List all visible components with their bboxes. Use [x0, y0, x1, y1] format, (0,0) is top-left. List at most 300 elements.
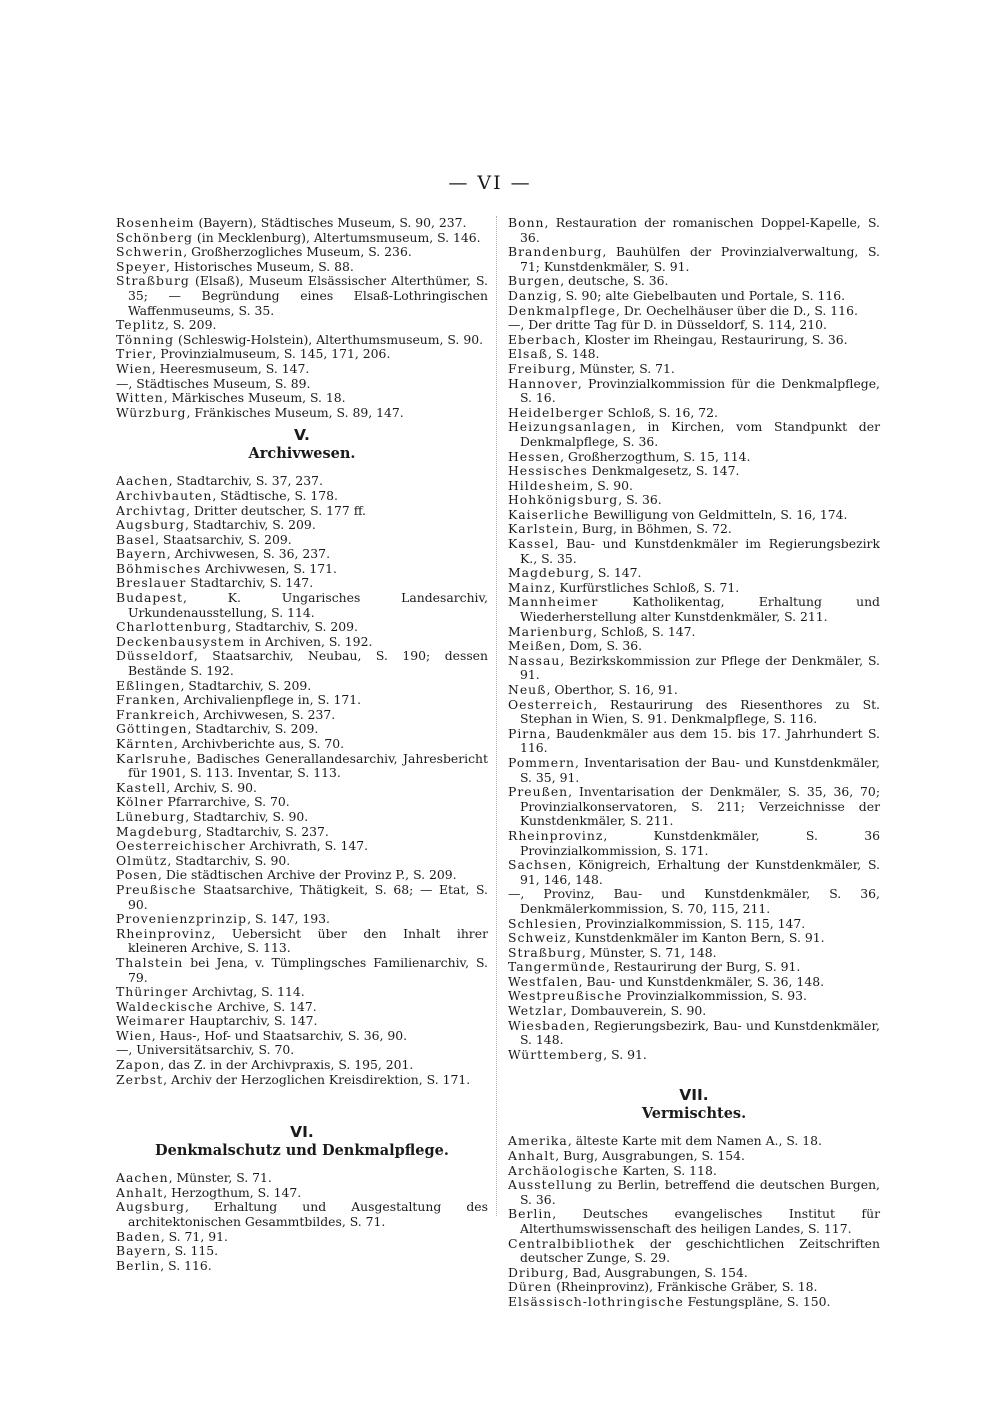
entry-keyword: Wiesbaden	[508, 1017, 586, 1033]
entry-text: , Archivalienpflege in, S. 171.	[175, 692, 362, 708]
entry-keyword: Eberbach	[508, 331, 577, 347]
entry-text: , Restaurirung der Burg, S. 91.	[605, 959, 801, 975]
entry-keyword: Anhalt	[508, 1148, 556, 1164]
entry-text: , Großherzogthum, S. 15, 114.	[560, 448, 751, 464]
index-entry	[116, 1171, 488, 1186]
entry-text: (Elsaß), Museum Elsässischer Alterthümer, S. 35; — Begründung eines Elsaß-Lothringischen Waffenmuseums, S. 35.	[128, 273, 488, 318]
index-entry	[116, 377, 488, 392]
entry-text: , Stadtarchiv, S. 209.	[187, 721, 319, 737]
entry-keyword: Denkmalpflege	[508, 302, 616, 318]
entry-keyword: Heidelberger	[508, 404, 604, 420]
entry-keyword: Württemberg	[508, 1046, 604, 1062]
entry-text: zu Berlin, betreffend die deutschen Burgen, S. 36.	[520, 1177, 880, 1207]
entry-keyword: Karlsruhe	[116, 750, 188, 766]
entry-keyword: Freiburg	[508, 360, 572, 376]
index-entry	[116, 1014, 488, 1029]
entry-text: , Haus-, Hof- und Staatsarchiv, S. 36, 90.	[151, 1027, 408, 1043]
index-entry	[116, 231, 488, 246]
entry-text: Stadtarchiv, S. 147.	[186, 575, 314, 591]
left-column	[116, 216, 488, 1273]
entry-text: , Stadtarchiv, S. 209.	[185, 517, 316, 533]
index-entry	[116, 649, 488, 678]
entry-text: , S. 90.	[589, 477, 633, 493]
index-entry	[508, 785, 880, 829]
index-entry	[508, 581, 880, 596]
index-entry	[116, 956, 488, 985]
index-entry	[508, 1237, 880, 1266]
entry-keyword: Wien	[116, 360, 152, 376]
index-entry	[116, 722, 488, 737]
entry-text: , Oberthor, S. 16, 91.	[546, 682, 678, 697]
entry-keyword: Eßlingen	[116, 677, 181, 693]
entry-keyword: Mannheimer	[508, 594, 599, 610]
index-entry	[508, 1164, 880, 1179]
entry-keyword: Böhmisches	[116, 560, 202, 576]
entry-keyword: Basel	[116, 531, 156, 547]
entry-text: , Märkisches Museum, S. 18.	[163, 390, 346, 406]
entry-text: , S. 71, 91.	[160, 1228, 228, 1244]
entry-keyword: Mainz	[508, 579, 552, 595]
entry-text: der geschichtlichen Zeitschriften deutscher Zunge, S. 29.	[520, 1235, 880, 1266]
index-entry	[116, 1058, 488, 1073]
entry-keyword: Thüringer	[116, 984, 189, 1000]
entry-text: , Bau- und Kunstdenkmäler im Regierungsbezirk K., S. 35.	[520, 536, 880, 566]
index-entry	[508, 377, 880, 406]
index-entry	[508, 595, 880, 624]
section-number: V.	[294, 426, 310, 445]
index-entry	[116, 985, 488, 1000]
entry-keyword: Archivtag	[116, 502, 187, 518]
entry-keyword: Meißen	[508, 638, 562, 654]
entry-keyword: Karlstein	[508, 521, 575, 537]
index-entry	[116, 274, 488, 318]
index-entry	[508, 522, 880, 537]
entry-text: , Archivberichte aus, S. 70.	[173, 736, 345, 751]
index-entry	[508, 946, 880, 961]
index-entry	[116, 1073, 488, 1088]
entry-text: , Archiv, S. 90.	[166, 779, 257, 795]
entry-keyword: Kärnten	[116, 736, 174, 751]
column-divider	[496, 216, 497, 1216]
index-entry	[116, 752, 488, 781]
index-entry	[508, 829, 880, 858]
entry-keyword: Witten	[116, 390, 164, 406]
entry-text: , deutsche, S. 36.	[560, 273, 669, 289]
entry-text: Festungspläne, S. 150.	[683, 1293, 831, 1309]
entry-text: , Bau- und Kunstdenkmäler, S. 36, 148.	[578, 973, 825, 989]
entry-text: , Münster, S. 71, 148.	[581, 944, 717, 960]
index-entry	[508, 508, 880, 523]
index-entry	[116, 1000, 488, 1015]
entry-keyword: Neuß	[508, 682, 547, 697]
entry-text: , Kunstdenkmäler im Kanton Bern, S. 91.	[566, 930, 825, 946]
entry-text: , Staatsarchiv, Neubau, S. 190; dessen Bestände S. 192.	[128, 648, 488, 679]
entry-text: , Bad, Ausgrabungen, S. 154.	[564, 1264, 748, 1280]
index-entry	[116, 1200, 488, 1229]
entry-text: (Rheinprovinz), Fränkische Gräber, S. 18.	[552, 1279, 818, 1295]
entry-text: Provinzialkommission, S. 93.	[622, 988, 807, 1004]
index-entry	[508, 406, 880, 421]
entry-text: , Historisches Museum, S. 88.	[166, 258, 354, 274]
index-entry	[116, 576, 488, 591]
entry-keyword: Kassel	[508, 536, 555, 552]
entry-text: , Stadtarchiv, S. 90.	[185, 808, 309, 824]
entry-keyword: Kastell	[116, 779, 167, 795]
index-entry	[116, 693, 488, 708]
entry-text: , Kurfürstliches Schloß, S. 71.	[551, 579, 740, 595]
entry-text: Hauptarchiv, S. 147.	[185, 1013, 318, 1029]
entry-keyword: Oesterreich	[508, 696, 594, 712]
entry-keyword: Berlin	[508, 1206, 553, 1222]
entry-keyword: Pommern	[508, 754, 576, 770]
entry-text: , Stadtarchiv, S. 90.	[167, 852, 291, 868]
entry-text: , Erhaltung und Ausgestaltung des architektonischen Gesammtbildes, S. 71.	[128, 1199, 488, 1230]
page-number: — VI —	[448, 172, 532, 194]
entry-text: Denkmalgesetz, S. 147.	[587, 463, 740, 479]
entry-keyword: Driburg	[508, 1264, 565, 1280]
entry-text: , Staatsarchiv, S. 209.	[155, 531, 292, 547]
index-entry	[508, 274, 880, 289]
index-entry	[116, 591, 488, 620]
index-entry	[508, 1019, 880, 1048]
index-entry	[508, 989, 880, 1004]
entry-keyword: Bayern	[116, 546, 167, 562]
index-entry	[116, 620, 488, 635]
index-entry	[116, 1186, 488, 1201]
entry-text: Schloß, S. 16, 72.	[603, 404, 718, 420]
entry-text: , Stadtarchiv, S. 209.	[227, 619, 358, 635]
entry-keyword: Zerbst	[116, 1071, 164, 1087]
index-entry	[116, 562, 488, 577]
entry-text: (in Mecklenburg), Altertumsmuseum, S. 146.	[192, 229, 481, 245]
index-entry	[508, 639, 880, 654]
entry-text: , Stadtarchiv, S. 209.	[180, 677, 312, 693]
entry-text: , das Z. in der Archivpraxis, S. 195, 201.	[160, 1057, 414, 1073]
entry-text: , Burg, in Böhmen, S. 72.	[574, 521, 732, 537]
entry-text: , S. 148.	[548, 346, 600, 362]
entry-keyword: Heizungsanlagen	[508, 419, 632, 435]
entry-keyword: Zapon	[116, 1057, 161, 1073]
entry-keyword: Centralbibliothek	[508, 1235, 636, 1251]
entry-keyword: Anhalt	[116, 1184, 164, 1200]
index-entry	[508, 420, 880, 449]
entry-keyword: Trier	[116, 346, 153, 362]
entry-keyword: Preußen	[508, 784, 569, 800]
entry-keyword: Tangermünde	[508, 959, 606, 975]
entry-keyword: Waldeckische	[116, 998, 214, 1014]
index-entry	[116, 318, 488, 333]
entry-text: , Inventarisation der Denkmäler, S. 35, 36, 70; Provinzialkonservatoren, S. 211; Verzeichnisse der Kunstdenkmäler, S. 211.	[520, 784, 880, 829]
index-entry	[508, 1295, 880, 1310]
entry-text: , Dritter deutscher, S. 177 ff.	[186, 502, 366, 518]
entry-keyword: Berlin	[116, 1257, 161, 1273]
entry-keyword: Straßburg	[508, 944, 582, 960]
index-entry	[116, 333, 488, 348]
entry-keyword: Archäologische	[508, 1162, 619, 1178]
index-entry	[508, 1004, 880, 1019]
index-entry	[116, 679, 488, 694]
index-entry	[508, 1149, 880, 1164]
index-entry	[508, 289, 880, 304]
entry-text: , S. 209.	[165, 317, 217, 333]
entry-keyword: Baden	[116, 1228, 161, 1244]
index-entry	[116, 216, 488, 231]
entry-text: , S. 116.	[160, 1257, 212, 1273]
index-entry	[116, 1043, 488, 1058]
entry-text: , Schloß, S. 147.	[593, 623, 696, 639]
entry-keyword: Amerika	[508, 1133, 568, 1149]
archive-entries-list	[116, 474, 488, 1087]
entry-text: , Dom, S. 36.	[561, 638, 643, 654]
entry-keyword: Wien	[116, 1027, 152, 1043]
entry-keyword: Lüneburg	[116, 808, 186, 824]
entry-text: , in Kirchen, vom Standpunkt der Denkmalpflege, S. 36.	[520, 419, 880, 449]
entry-keyword: Westfalen	[508, 973, 579, 989]
index-entry	[116, 362, 488, 377]
entry-keyword: Würzburg	[116, 404, 187, 420]
entry-text: Bewilligung von Geldmitteln, S. 16, 174.	[589, 506, 848, 522]
entry-text: bei Jena, v. Tümplingsches Familienarchiv, S. 79.	[128, 954, 488, 985]
entry-keyword: Tönning	[116, 331, 175, 347]
entry-text: , S. 147.	[590, 565, 642, 581]
entry-text: , Uebersicht über den Inhalt ihrer kleineren Archive, S. 113.	[128, 925, 488, 956]
index-entry	[116, 1259, 488, 1274]
entry-text: , Kloster im Rheingau, Restaurirung, S. 36.	[576, 331, 848, 347]
entry-text: (Schleswig-Holstein), Alterthumsmuseum, S. 90.	[174, 331, 484, 347]
index-entry	[508, 493, 880, 508]
index-entry	[508, 245, 880, 274]
entry-text: , Kunstdenkmäler, S. 36 Provinzialkommission, S. 171.	[520, 827, 880, 858]
entry-text: —, Der dritte Tag für D. in Düsseldorf, S. 114, 210.	[508, 317, 827, 333]
entry-keyword: Schwerin	[116, 244, 184, 260]
index-entry	[116, 245, 488, 260]
entry-keyword: Budapest	[116, 590, 184, 606]
entry-text: , Stadtarchiv, S. 237.	[198, 823, 329, 839]
entry-keyword: Aachen	[116, 1170, 169, 1186]
entry-keyword: Rheinprovinz	[508, 827, 604, 843]
entry-keyword: Burgen	[508, 273, 561, 289]
index-entry	[508, 216, 880, 245]
section-number: VII.	[679, 1086, 709, 1105]
entry-text: , Badisches Generallandesarchiv, Jahresbericht für 1901, S. 113. Inventar, S. 113.	[128, 750, 488, 781]
entry-text: , Burg, Ausgrabungen, S. 154.	[555, 1148, 745, 1164]
entry-text: , Münster, S. 71.	[571, 360, 675, 376]
index-entry	[508, 318, 880, 333]
entry-text: —, Provinz, Bau- und Kunstdenkmäler, S. 36, Denkmälerkommission, S. 70, 115, 211.	[508, 886, 880, 916]
entry-text: , Dr. Oechelhäuser über die D., S. 116.	[615, 302, 858, 318]
entry-keyword: Rosenheim	[116, 215, 195, 230]
index-entry	[508, 537, 880, 566]
entry-keyword: Sachsen	[508, 857, 568, 873]
entry-keyword: Göttingen	[116, 721, 188, 737]
index-entry	[508, 1280, 880, 1295]
index-entry	[116, 518, 488, 533]
entry-text: , Herzogthum, S. 147.	[163, 1184, 302, 1200]
entry-keyword: Hannover	[508, 375, 578, 391]
index-entry	[116, 635, 488, 650]
entry-text: , Dombauverein, S. 90.	[562, 1003, 707, 1019]
index-entry	[508, 887, 880, 916]
monument-entries-list	[508, 216, 880, 1062]
entry-keyword: Hessen	[508, 448, 561, 464]
entry-keyword: Archivbauten	[116, 487, 213, 503]
index-entry	[116, 1244, 488, 1259]
entry-text: , K. Ungarisches Landesarchiv, Urkundenausstellung, S. 114.	[128, 590, 488, 620]
entry-text: , Bezirkskommission zur Pflege der Denkmäler, S. 91.	[520, 652, 880, 683]
index-entry	[116, 391, 488, 406]
entry-text: , Restaurirung des Riesenthores zu St. Stephan in Wien, S. 91. Denkmalpflege, S. 116.	[520, 696, 880, 727]
entry-keyword: Augsburg	[116, 517, 185, 533]
entry-text: , Archivwesen, S. 237.	[195, 706, 336, 722]
entry-keyword: Elsaß	[508, 346, 549, 362]
entry-text: in Archiven, S. 192.	[245, 633, 373, 649]
section-title: Archivwesen.	[248, 445, 356, 463]
entry-text: Pfarrarchive, S. 70.	[163, 794, 290, 810]
entry-text: , Stadtarchiv, S. 37, 237.	[168, 473, 323, 489]
entry-keyword: Kaiserliche	[508, 506, 590, 522]
entry-keyword: Schlesien	[508, 915, 578, 931]
entry-keyword: Düren	[508, 1279, 553, 1295]
entry-text: , Provinzialmuseum, S. 145, 171, 206.	[152, 346, 391, 362]
entry-text: (Bayern), Städtisches Museum, S. 90, 237.	[194, 215, 467, 230]
index-entry	[116, 474, 488, 489]
section-spacer	[116, 1087, 488, 1117]
entry-text: , Die städtischen Archive der Provinz P., S. 209.	[157, 867, 457, 883]
entry-keyword: Rheinprovinz	[116, 925, 212, 941]
index-entry	[508, 698, 880, 727]
index-entry	[508, 683, 880, 698]
entry-keyword: Schweiz	[508, 930, 567, 946]
index-entry	[116, 868, 488, 883]
entry-text: Staatsarchive, Thätigkeit, S. 68; — Etat, S. 90.	[128, 881, 488, 912]
entry-keyword: Westpreußische	[508, 988, 623, 1004]
entry-text: , Regierungsbezirk, Bau- und Kunstdenkmäler, S. 148.	[520, 1017, 880, 1048]
entry-keyword: Thalstein	[116, 954, 184, 970]
index-entry	[508, 479, 880, 494]
index-entry	[116, 795, 488, 810]
entry-keyword: Brandenburg	[508, 244, 603, 260]
entry-text: , Städtische, S. 178.	[212, 487, 338, 503]
entry-text: Katholikentag, Erhaltung und Wiederherstellung alter Kunstdenkmäler, S. 211.	[520, 594, 880, 625]
entry-text: Archivtag, S. 114.	[188, 984, 305, 1000]
index-entry	[116, 708, 488, 723]
entry-keyword: Olmütz	[116, 852, 168, 868]
index-entry	[116, 547, 488, 562]
section-number: VI.	[290, 1123, 314, 1142]
index-entry	[116, 854, 488, 869]
entry-text: , älteste Karte mit dem Namen A., S. 18.	[567, 1133, 822, 1149]
entry-keyword: Elsässisch-lothringische	[508, 1293, 684, 1309]
entry-keyword: Ausstellung	[508, 1177, 593, 1193]
monument-entries-list	[116, 1171, 488, 1273]
entry-text: , Baudenkmäler aus dem 15. bis 17. Jahrhundert S. 116.	[520, 725, 880, 756]
index-entry	[116, 839, 488, 854]
index-entry	[508, 1207, 880, 1236]
index-entry	[508, 975, 880, 990]
entry-text: —, Universitätsarchiv, S. 70.	[116, 1042, 295, 1058]
entry-keyword: Nassau	[508, 652, 561, 668]
entry-keyword: Danzig	[508, 287, 558, 303]
index-entry	[116, 1230, 488, 1245]
index-entry	[116, 1029, 488, 1044]
entry-keyword: Kölner	[116, 794, 164, 810]
entry-keyword: Aachen	[116, 473, 169, 489]
index-entry	[116, 504, 488, 519]
section-spacer	[508, 1062, 880, 1080]
entry-text: , Münster, S. 71.	[168, 1170, 272, 1186]
entry-text: , Archiv der Herzoglichen Kreisdirektion, S. 171.	[163, 1071, 471, 1087]
entry-text: , Provinzialkommission für die Denkmalpflege, S. 16.	[520, 375, 880, 406]
entry-keyword: Magdeburg	[116, 823, 199, 839]
entry-text: , Bauhülfen der Provinzialverwaltung, S. 71; Kunstdenkmäler, S. 91.	[520, 244, 880, 274]
section-title: Vermischtes.	[641, 1105, 747, 1123]
section-title: Denkmalschutz und Denkmalpflege.	[155, 1142, 449, 1160]
entry-text: , S. 147, 193.	[247, 911, 330, 927]
entry-keyword: Düsseldorf	[116, 648, 194, 664]
index-entry	[116, 825, 488, 840]
index-entry	[508, 566, 880, 581]
index-entry	[116, 781, 488, 796]
entry-keyword: Marienburg	[508, 623, 594, 639]
entry-keyword: Hildesheim	[508, 477, 590, 493]
index-entry	[116, 912, 488, 927]
entry-keyword: Speyer	[116, 258, 167, 274]
entry-keyword: Preußische	[116, 881, 197, 897]
entry-keyword: Franken	[116, 692, 176, 708]
entry-text: , Königreich, Erhaltung der Kunstdenkmäler, S. 91, 146, 148.	[520, 857, 880, 887]
index-entry	[508, 450, 880, 465]
index-entry	[508, 960, 880, 975]
index-entry	[508, 347, 880, 362]
index-entry	[116, 927, 488, 956]
entry-keyword: Hessisches	[508, 463, 588, 479]
index-entry	[508, 917, 880, 932]
index-entry	[116, 347, 488, 362]
entry-keyword: Weimarer	[116, 1013, 186, 1029]
index-entry	[508, 858, 880, 887]
entry-keyword: Deckenbausystem	[116, 633, 246, 649]
entry-keyword: Charlottenburg	[116, 619, 228, 635]
entry-keyword: Oesterreichischer	[116, 838, 246, 854]
entry-keyword: Breslauer	[116, 575, 187, 591]
index-entry	[508, 1048, 880, 1063]
entry-text: , S. 115.	[166, 1243, 219, 1259]
index-entry	[116, 883, 488, 912]
entry-text: , Großherzogliches Museum, S. 236.	[183, 244, 412, 260]
entry-text: , S. 91.	[603, 1046, 647, 1062]
entry-keyword: Wetzlar	[508, 1003, 563, 1019]
index-entry	[508, 931, 880, 946]
index-entry	[508, 1134, 880, 1149]
entry-text: , S. 36.	[618, 492, 662, 508]
entry-keyword: Provenienzprinzip	[116, 911, 248, 927]
index-entry	[116, 489, 488, 504]
misc-entries-list	[508, 1134, 880, 1309]
index-entry	[508, 727, 880, 756]
index-entry	[116, 810, 488, 825]
entry-keyword: Pirna	[508, 725, 547, 741]
index-entry	[116, 260, 488, 275]
index-entry	[116, 406, 488, 421]
museum-entries-list	[116, 216, 488, 420]
entry-keyword: Straßburg	[116, 273, 190, 289]
entry-text: , Provinzialkommission, S. 115, 147.	[577, 915, 806, 931]
index-entry	[508, 464, 880, 479]
index-entry	[508, 304, 880, 319]
entry-keyword: Augsburg	[116, 1199, 185, 1215]
entry-keyword: Posen	[116, 867, 158, 883]
entry-text: Archivrath, S. 147.	[245, 838, 369, 854]
